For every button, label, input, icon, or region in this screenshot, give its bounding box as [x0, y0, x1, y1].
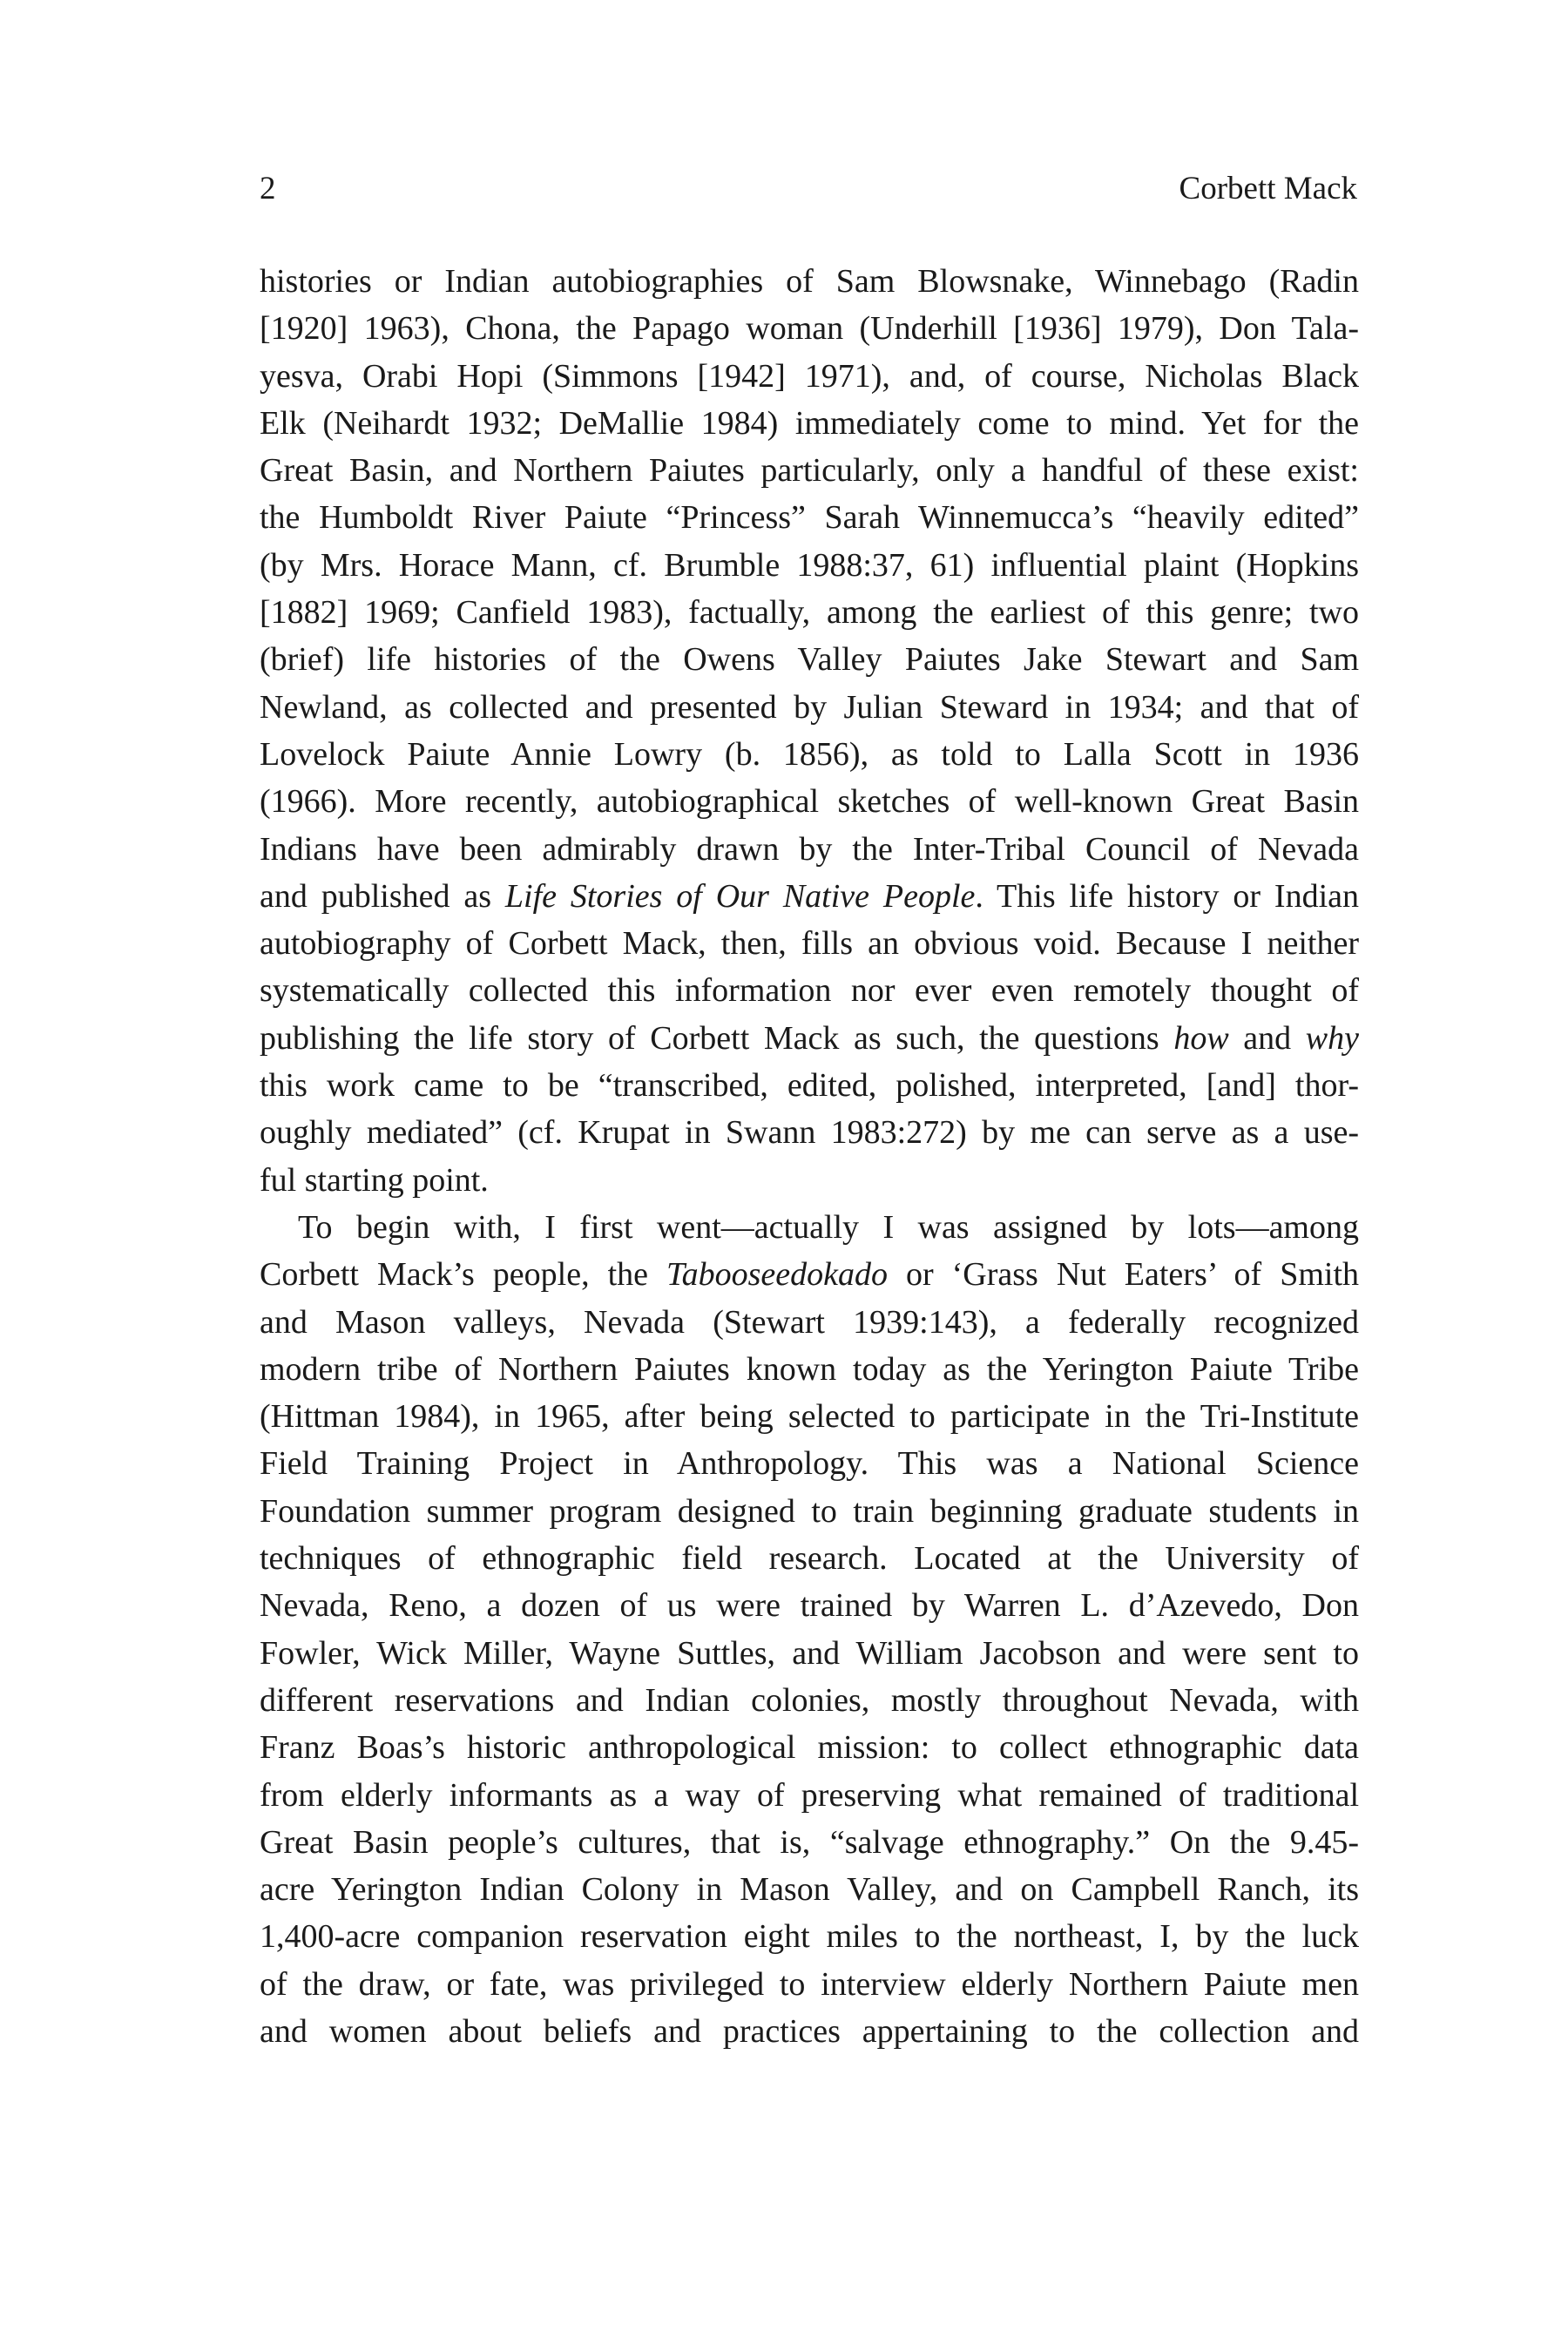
text-line: yesva, Orabi Hopi (Simmons [1942] 1971), and, of course, Nicholas Black: [260, 357, 1359, 395]
text-line: Elk (Neihardt 1932; DeMallie 1984) immediately come to mind. Yet for the: [260, 404, 1359, 442]
text-line: Newland, as collected and presented by Julian Steward in 1934; and that of: [260, 688, 1359, 726]
text-line: oughly mediated” (cf. Krupat in Swann 1983:272) by me can serve as a use-: [260, 1114, 1359, 1152]
text-run: Corbett Mack’s people, the: [260, 1256, 666, 1294]
text-line: (by Mrs. Horace Mann, cf. Brumble 1988:37, 61) influential plaint (Hopkins: [260, 546, 1359, 584]
text-line: ful starting point.: [260, 1161, 489, 1199]
text-line: histories or Indian autobiographies of Sam Blowsnake, Winnebago (Radin: [260, 263, 1359, 300]
text-line: different reservations and Indian colonies, mostly throughout Nevada, with: [260, 1681, 1359, 1719]
text-line: Nevada, Reno, a dozen of us were trained by Warren L. d’Azevedo, Don: [260, 1587, 1359, 1625]
text-run: . This life history or Indian: [975, 877, 1359, 915]
paragraph-1: [260, 258, 1359, 1204]
emphasis-how: how: [1173, 1019, 1229, 1057]
text-line: [260, 1251, 1359, 1298]
page-number: 2: [260, 171, 276, 206]
running-head: Corbett Mack: [1179, 171, 1357, 206]
text-line: [260, 873, 1359, 920]
text-run: and: [1228, 1019, 1306, 1057]
text-line: Franz Boas’s historic anthropological mission: to collect ethnographic data: [260, 1729, 1359, 1767]
text-line: acre Yerington Indian Colony in Mason Valley, and on Campbell Ranch, its: [260, 1871, 1359, 1909]
emphasis-why: why: [1305, 1019, 1359, 1057]
text-line: Indians have been admirably drawn by the Inter-Tribal Council of Nevada: [260, 830, 1359, 868]
tribe-name: Tabooseedokado: [666, 1256, 889, 1294]
text-line: (Hittman 1984), in 1965, after being selected to participate in the Tri-Institute: [260, 1398, 1359, 1436]
text-line: modern tribe of Northern Paiutes known today as the Yerington Paiute Tribe: [260, 1350, 1359, 1388]
text-line: (brief) life histories of the Owens Valley Paiutes Jake Stewart and Sam: [260, 641, 1359, 679]
text-run: and published as: [260, 877, 505, 915]
text-line: autobiography of Corbett Mack, then, fills an obvious void. Because I neither: [260, 925, 1359, 963]
text-line: Great Basin people’s cultures, that is, “salvage ethnography.” On the 9.45-: [260, 1823, 1359, 1861]
text-run: or ‘Grass Nut Eaters’ of Smith: [888, 1256, 1359, 1294]
paragraph-2: [260, 1204, 1359, 2055]
text-line: To begin with, I first went—actually I was assigned by lots—among: [298, 1208, 1359, 1246]
text-line: systematically collected this information nor ever even remotely thought of: [260, 972, 1359, 1010]
page-header: [260, 167, 1357, 211]
text-line: 1,400-acre companion reservation eight miles to the northeast, I, by the luck: [260, 1918, 1359, 1956]
text-line: of the draw, or fate, was privileged to interview elderly Northern Paiute men: [260, 1965, 1359, 2003]
text-line: Field Training Project in Anthropology. This was a National Science: [260, 1445, 1359, 1483]
text-line: and women about beliefs and practices appertaining to the collection and: [260, 2012, 1359, 2050]
text-line: [260, 1015, 1359, 1062]
text-line: Great Basin, and Northern Paiutes particularly, only a handful of these exist:: [260, 452, 1359, 490]
text-line: [1882] 1969; Canfield 1983), factually, among the earliest of this genre; two: [260, 594, 1359, 632]
text-line: techniques of ethnographic field research. Located at the University of: [260, 1540, 1359, 1578]
text-line: [1920] 1963), Chona, the Papago woman (Underhill [1936] 1979), Don Tala-: [260, 310, 1359, 348]
text-line: the Humboldt River Paiute “Princess” Sarah Winnemucca’s “heavily edited”: [260, 499, 1359, 537]
text-line: Fowler, Wick Miller, Wayne Suttles, and William Jacobson and were sent to: [260, 1634, 1359, 1672]
text-line: from elderly informants as a way of preserving what remained of traditional: [260, 1776, 1359, 1814]
text-line: (1966). More recently, autobiographical sketches of well-known Great Basin: [260, 783, 1359, 821]
text-line: Foundation summer program designed to train beginning graduate students in: [260, 1492, 1359, 1530]
text-line: Lovelock Paiute Annie Lowry (b. 1856), as told to Lalla Scott in 1936: [260, 735, 1359, 773]
book-title: Life Stories of Our Native People: [504, 877, 976, 915]
text-run: publishing the life story of Corbett Mack as such, the questions: [260, 1019, 1174, 1057]
text-line: and Mason valleys, Nevada (Stewart 1939:143), a federally recognized: [260, 1303, 1359, 1341]
text-line: this work came to be “transcribed, edited, polished, interpreted, [and] thor-: [260, 1067, 1359, 1105]
body-text: [260, 258, 1359, 2055]
